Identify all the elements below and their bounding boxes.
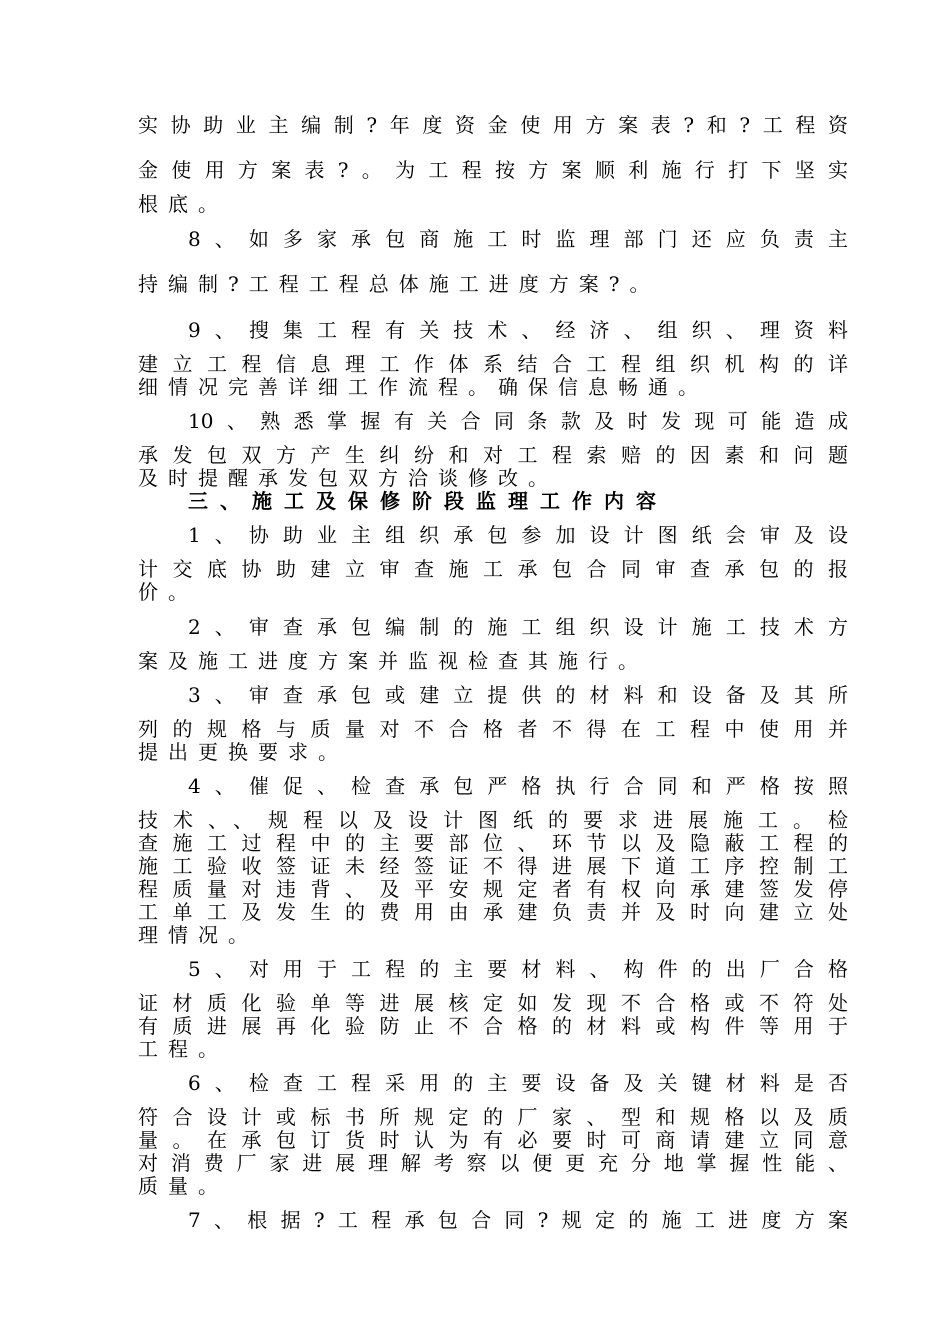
text-line: 查施工过程中的主要部位、环节以及隐蔽工程的 (138, 831, 848, 855)
text-line: 1、协助业主组织承包参加设计图纸会审及设 (188, 523, 848, 547)
text-line: 理情况。 (138, 923, 258, 947)
text-line: 技术、、规程以及设计图纸的要求进展施工。检 (138, 808, 848, 832)
text-line: 建立工程信息理工作体系结合工程组织机构的详 (138, 352, 848, 376)
text-line: 工单工及发生的费用由承建负责并及时向建立处 (138, 900, 848, 924)
text-line: 施工验收签证未经签证不得进展下道工序控制工 (138, 854, 848, 878)
text-line: 质量。 (138, 1174, 228, 1198)
text-line: 8、如多家承包商施工时监理部门还应负责主 (188, 227, 848, 251)
text-line: 列的规格与质量对不合格者不得在工程中使用并 (138, 717, 848, 741)
text-line: 承发包双方产生纠纷和对工程索赔的因素和问题 (138, 443, 848, 467)
text-line: 持编制?工程工程总体施工进度方案?。 (138, 272, 660, 296)
text-line: 6、检查工程采用的主要设备及关键材料是否 (188, 1071, 848, 1095)
text-line: 9、搜集工程有关技术、经济、组织、理资料 (188, 318, 848, 342)
section-heading: 三、施工及保修阶段监理工作内容 (188, 489, 668, 513)
text-line: 及时提醒承发包双方洽谈修改。 (138, 466, 558, 490)
text-line: 根底。 (138, 192, 228, 216)
text-line: 工程。 (138, 1037, 228, 1061)
text-line: 价。 (138, 580, 198, 604)
text-line: 量。在承包订货时认为有必要时可商请建立同意 (138, 1128, 848, 1152)
text-line: 对消费厂家进展理解考察以便更充分地掌握性能、 (138, 1151, 848, 1175)
text-line: 提出更换要求。 (138, 740, 348, 764)
text-line: 程质量对违背、及平安规定者有权向承建签发停 (138, 877, 848, 901)
text-line: 5、对用于工程的主要材料、构件的出厂合格 (188, 957, 848, 981)
text-line: 7、根据?工程承包合同?规定的施工进度方案 (188, 1208, 848, 1232)
text-line: 计交底协助建立审查施工承包合同审查承包的报 (138, 557, 848, 581)
text-line: 案及施工进度方案并监视检查其施行。 (138, 649, 648, 673)
text-line: 符合设计或标书所规定的厂家、型和规格以及质 (138, 1105, 848, 1129)
text-line: 实协助业主编制?年度资金使用方案表?和?工程资 (138, 113, 848, 137)
text-line: 10、熟悉掌握有关合同条款及时发现可能造成 (188, 409, 848, 433)
text-line: 4、催促、检查承包严格执行合同和严格按照 (188, 774, 848, 798)
text-line: 细情况完善详细工作流程。确保信息畅通。 (138, 375, 708, 399)
text-line: 金使用方案表?。为工程按方案顺利施行打下坚实 (138, 158, 848, 182)
text-line: 有质进展再化验防止不合格的材料或构件等用于 (138, 1014, 848, 1038)
text-line: 证材质化验单等进展核定如发现不合格或不符处 (138, 991, 848, 1015)
text-line: 2、审查承包编制的施工组织设计施工技术方 (188, 615, 848, 639)
text-line: 3、审查承包或建立提供的材料和设备及其所 (188, 683, 848, 707)
